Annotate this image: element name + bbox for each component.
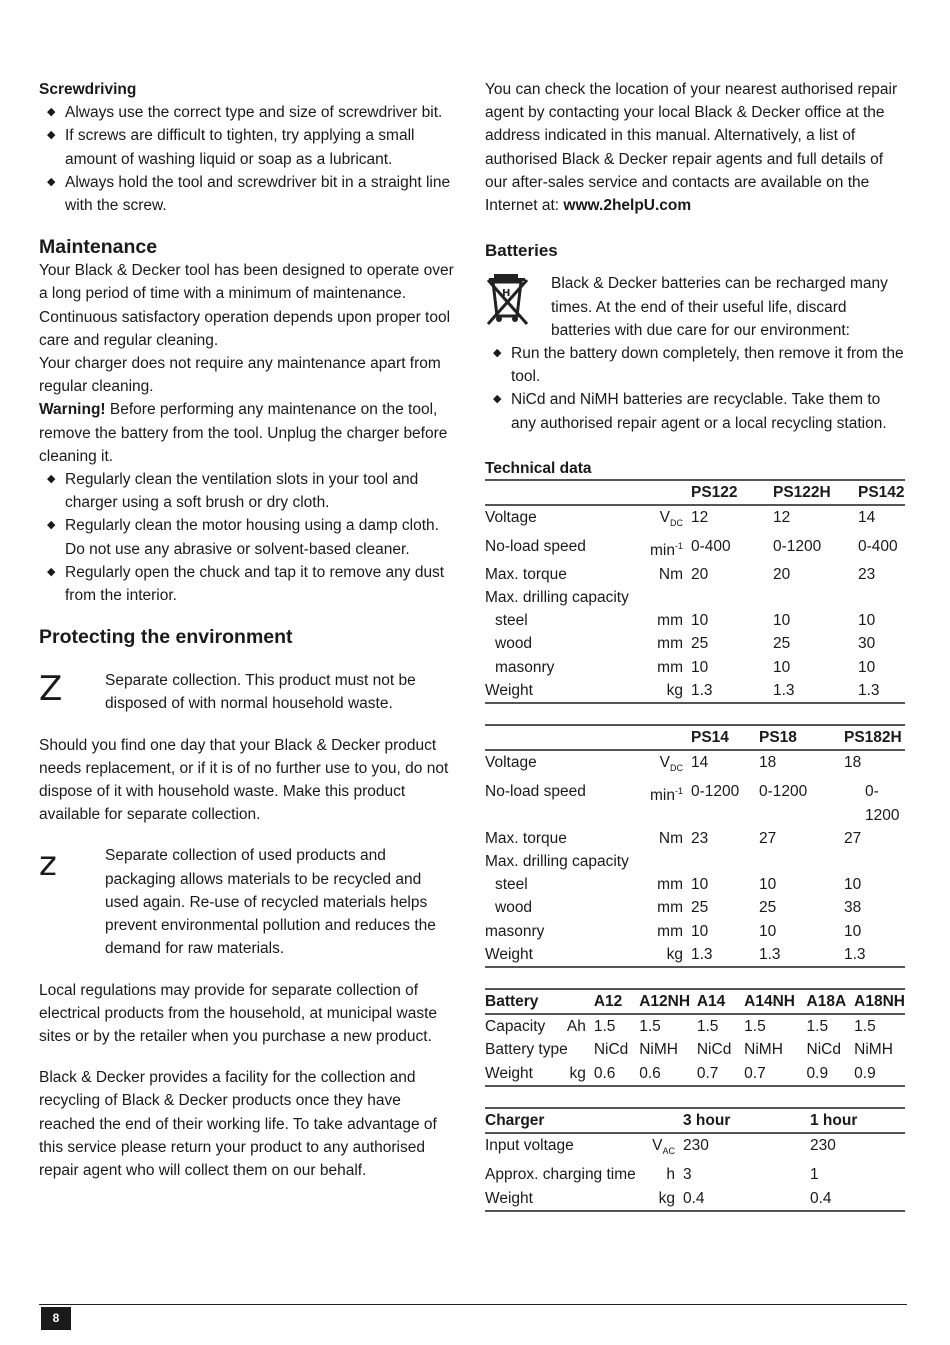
environment-paragraph: Should you find one day that your Black & Decker product needs replacement, or if it is of no further use to you, do not dispose of it with household waste. Make this product available for separate collection.	[39, 736, 449, 824]
regulations-paragraph: Local regulations may provide for separate collection of electrical products from the household, at municipal waste sites or by the retailer when you purchase a new product.	[39, 981, 438, 1045]
diamond-bullet-icon: ◆	[47, 106, 56, 119]
table-row: No-load speed $\min^{-1}$ 0-400 0-1200 0-400	[485, 538, 898, 560]
spacer	[39, 961, 459, 979]
table-row: Weight kg 1.3 1.3 1.3	[485, 679, 905, 703]
batteries-list	[485, 342, 905, 435]
list-item: ◆ Regularly clean the ventilation slots in your tool and charger using a soft brush or dry cloth.	[39, 468, 459, 514]
table-row: Weight kg 1.3 1.3 1.3	[485, 943, 905, 967]
table-row: steel mm 10 10 10	[495, 876, 862, 894]
table-header-row: Charger 3 hour 1 hour	[485, 1108, 905, 1133]
table-row: wood mm 25 25 38	[495, 899, 862, 917]
right-column	[485, 78, 905, 1212]
separate-collection-block	[39, 669, 459, 715]
model-header: PS142	[858, 480, 905, 505]
table-row: Max. drilling capacity	[485, 853, 629, 871]
table-row: Max. drilling capacity	[485, 588, 629, 606]
table-row: Voltage $V_{DC}$ 14 18 18	[485, 750, 905, 780]
recycling-symbol-icon: z	[39, 844, 57, 885]
table-header-row	[485, 480, 905, 505]
table-row: masonry mm 10 10 10	[485, 922, 862, 940]
model-header: PS182H	[844, 725, 905, 750]
table-row: Input voltage $V_{AC}$ 230 230	[485, 1133, 905, 1163]
environment-heading: Protecting the environment	[39, 626, 293, 649]
list-item: ◆ Always hold the tool and screwdriver bit in a straight line with the screw.	[39, 171, 459, 217]
collection-facility-paragraph: Black & Decker provides a facility for the collection and recycling of Black & Decker products once they have reached the end of their working life. To take advantage of this service please return your product to any authorised repair agent who will collect them on our behalf.	[39, 1069, 437, 1179]
batteries-heading: Batteries	[485, 241, 558, 261]
charger-table	[485, 1107, 905, 1212]
charger-title: Charger	[485, 1108, 645, 1133]
warning-text: Before performing any maintenance on the tool, remove the battery from the tool. Unplug the charger before cleaning it.	[39, 401, 448, 465]
maintenance-heading: Maintenance	[39, 236, 158, 259]
page-number: 8	[41, 1307, 71, 1330]
diamond-bullet-icon: ◆	[47, 519, 56, 532]
website-link[interactable]: www.2helpU.com	[563, 197, 692, 215]
diamond-bullet-icon: ◆	[47, 565, 56, 578]
warning-label: Warning!	[39, 401, 106, 419]
footer-rule	[39, 1304, 907, 1305]
list-item: ◆ Run the battery down completely, then remove it from the tool.	[485, 342, 905, 388]
spacer	[39, 607, 459, 625]
battery-table	[485, 988, 905, 1087]
batteries-intro-block	[485, 272, 905, 342]
left-column	[39, 78, 459, 1182]
repair-agent-paragraph: You can check the location of your nearest authorised repair agent by contacting your local Black & Decker office at the address indicated in this manual. Alternatively, a list of authorised Black & Decker repair agents and full details of our after-sales service and contacts are available on the Internet at: www.2helpU.com	[485, 81, 898, 215]
table-row: Max. torque Nm 20 20 23	[485, 565, 876, 583]
recycling-block	[39, 844, 459, 960]
warning-paragraph	[39, 398, 459, 468]
list-item: ◆ Always use the correct type and size of screwdriver bit.	[39, 101, 459, 124]
screwdriving-heading: Screwdriving	[39, 81, 137, 98]
model-header: PS14	[691, 725, 759, 750]
table-row: Capacity Ah 1.5 1.5 1.5 1.5 1.5 1.5	[485, 1014, 905, 1038]
battery-title: Battery	[485, 989, 566, 1014]
screwdriving-list	[39, 101, 459, 217]
table-row: wood mm 25 25 30	[495, 635, 876, 653]
svg-text:H: H	[502, 288, 511, 300]
table-row: Max. torque Nm 23 27 27	[485, 829, 862, 847]
list-item: ◆ NiCd and NiMH batteries are recyclable. Take them to any authorised repair agent or a local recycling station.	[485, 388, 905, 434]
model-header: PS18	[759, 725, 844, 750]
tech-table-2	[485, 724, 905, 968]
table-row: steel mm 10 10 10	[495, 612, 876, 630]
table-row: Approx. charging time h 3 1	[485, 1166, 819, 1184]
table-header-row	[485, 725, 905, 750]
batteries-intro-text: Black & Decker batteries can be recharged many times. At the end of their useful life, discard batteries with due care for our environment:	[551, 275, 888, 339]
list-item: ◆ Regularly open the chuck and tap it to remove any dust from the interior.	[39, 561, 459, 607]
model-header: PS122H	[773, 480, 858, 505]
separate-collection-text: Separate collection. This product must not be disposed of with normal household waste.	[105, 672, 416, 713]
diamond-bullet-icon: ◆	[47, 175, 56, 188]
table-row: Voltage $V_{DC}$ 12 12 14	[485, 505, 905, 535]
table-row: masonry mm 10 10 10	[495, 658, 876, 676]
diamond-bullet-icon: ◆	[47, 473, 56, 486]
spacer	[39, 217, 459, 235]
crossed-bin-icon	[485, 272, 531, 335]
diamond-bullet-icon: ◆	[493, 347, 502, 360]
recycling-text: Separate collection of used products and packaging allows materials to be recycled and used again. Re-use of recycled materials helps prevent environmental pollution and reduces the demand for raw materials.	[105, 847, 436, 958]
spacer	[39, 1048, 459, 1066]
list-item: ◆ If screws are difficult to tighten, try applying a small amount of washing liquid or soap as a lubricant.	[39, 124, 459, 170]
maintenance-paragraph: Your Black & Decker tool has been designed to operate over a long period of time with a minimum of maintenance. Continuous satisfactory operation depends upon proper tool care and regular cleaning.	[39, 262, 454, 349]
list-item: ◆ Regularly clean the motor housing using a damp cloth. Do not use any abrasive or solvent-based cleaner.	[39, 514, 459, 560]
table-row: Weight kg 0.4 0.4	[485, 1187, 905, 1211]
table-header-row: Battery A12 A12NH A14 A14NH A18A A18NH	[485, 989, 905, 1014]
charger-paragraph: Your charger does not require any maintenance apart from regular cleaning.	[39, 355, 441, 396]
separate-collection-symbol-icon: Z	[39, 669, 63, 710]
maintenance-list	[39, 468, 459, 607]
tech-table-1	[485, 479, 905, 704]
table-row: Battery type NiCd NiMH NiCd NiMH NiCd NiMH	[485, 1041, 893, 1059]
model-header: PS122	[691, 480, 773, 505]
diamond-bullet-icon: ◆	[493, 393, 502, 406]
table-row: No-load speed $\min^{-1}$ 0-1200 0-1200 0-1200	[485, 783, 900, 824]
spacer	[39, 826, 459, 844]
table-row: Weight kg 0.6 0.6 0.7 0.7 0.9 0.9	[485, 1062, 905, 1086]
diamond-bullet-icon: ◆	[47, 129, 56, 142]
spacer	[39, 716, 459, 734]
technical-data-heading: Technical data	[485, 459, 592, 477]
